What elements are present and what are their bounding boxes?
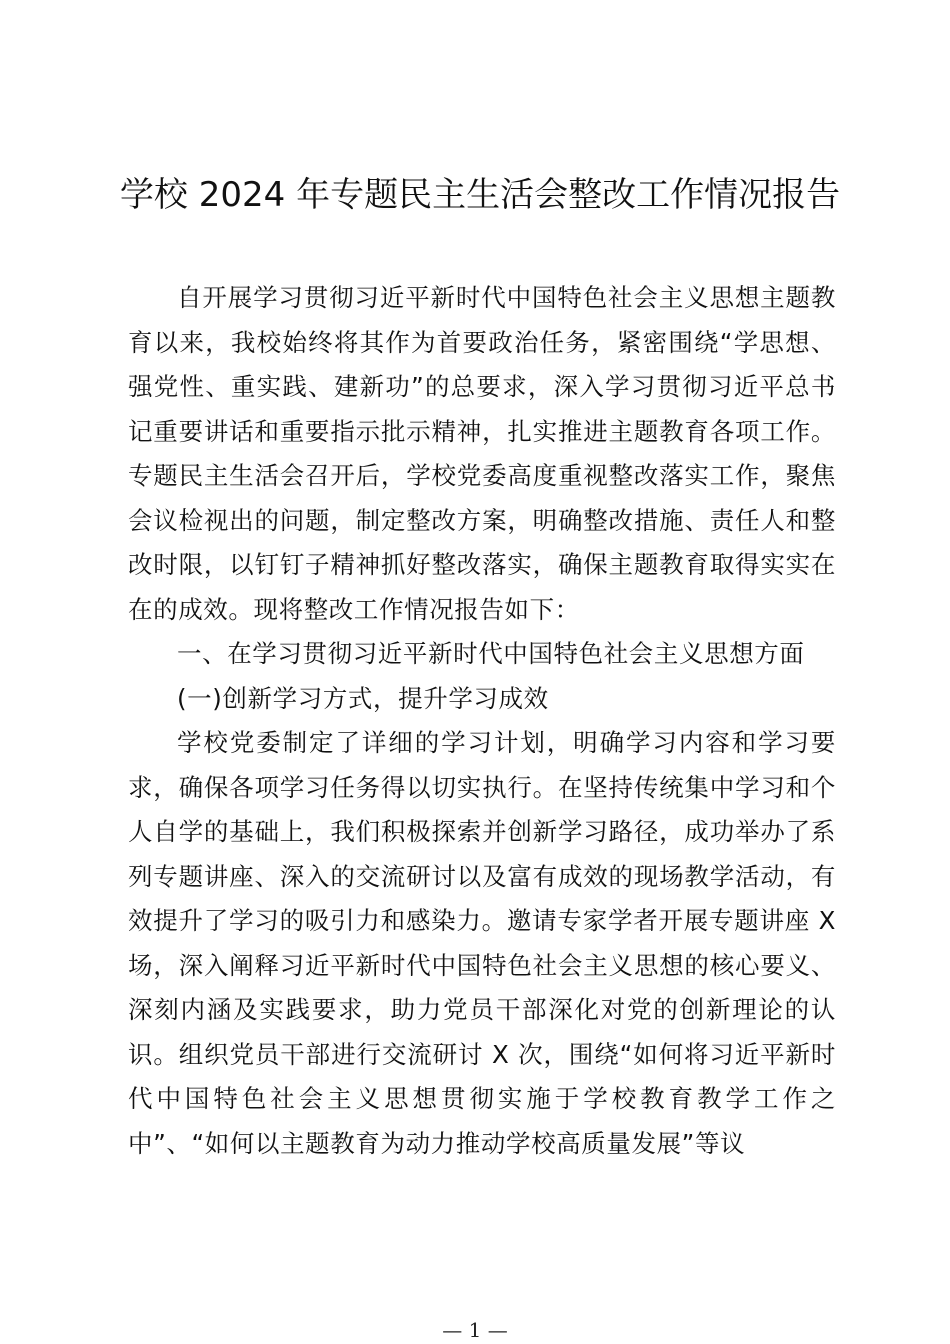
document-body — [128, 276, 836, 1166]
intro-paragraph: 自开展学习贯彻习近平新时代中国特色社会主义思想主题教育以来，我校始终将其作为首要政治任务，紧密围绕“学思想、强党性、重实践、建新功”的总要求，深入学习贯彻习近平总书记重要讲话和重要指示批示精神，扎实推进主题教育各项工作。专题民主生活会召开后，学校党委高度重视整改落实工作，聚焦会议检视出的问题，制定整改方案，明确整改措施、责任人和整改时限，以钉钉子精神抓好整改落实，确保主题教育取得实实在在的成效。现将整改工作情况报告如下： — [128, 283, 836, 624]
subsection-heading-1: (一)创新学习方式，提升学习成效 — [177, 683, 549, 713]
document-title: 学校 2024 年专题民主生活会整改工作情况报告 — [119, 175, 841, 215]
body-paragraph: 学校党委制定了详细的学习计划，明确学习内容和学习要求，确保各项学习任务得以切实执行。在坚持传统集中学习和个人自学的基础上，我们积极探索并创新学习路径，成功举办了系列专题讲座、深入的交流研讨以及富有成效的现场教学活动，有效提升了学习的吸引力和感染力。邀请专家学者开展专题讲座 X 场，深入阐释习近平新时代中国特色社会主义思想的核心要义、深刻内涵及实践要求，助力党员干部深化对党的创新理论的认识。组织党员干部进行交流研讨 X 次，围绕“如何将习近平新时代中国特色社会主义思想贯彻实施于学校教育教学工作之中”、“如何以主题教育为动力推动学校高质量发展”等议 — [128, 728, 836, 1158]
section-heading-1: 一、在学习贯彻习近平新时代中国特色社会主义思想方面 — [177, 639, 805, 668]
page-number: — 1 — — [442, 1318, 508, 1342]
